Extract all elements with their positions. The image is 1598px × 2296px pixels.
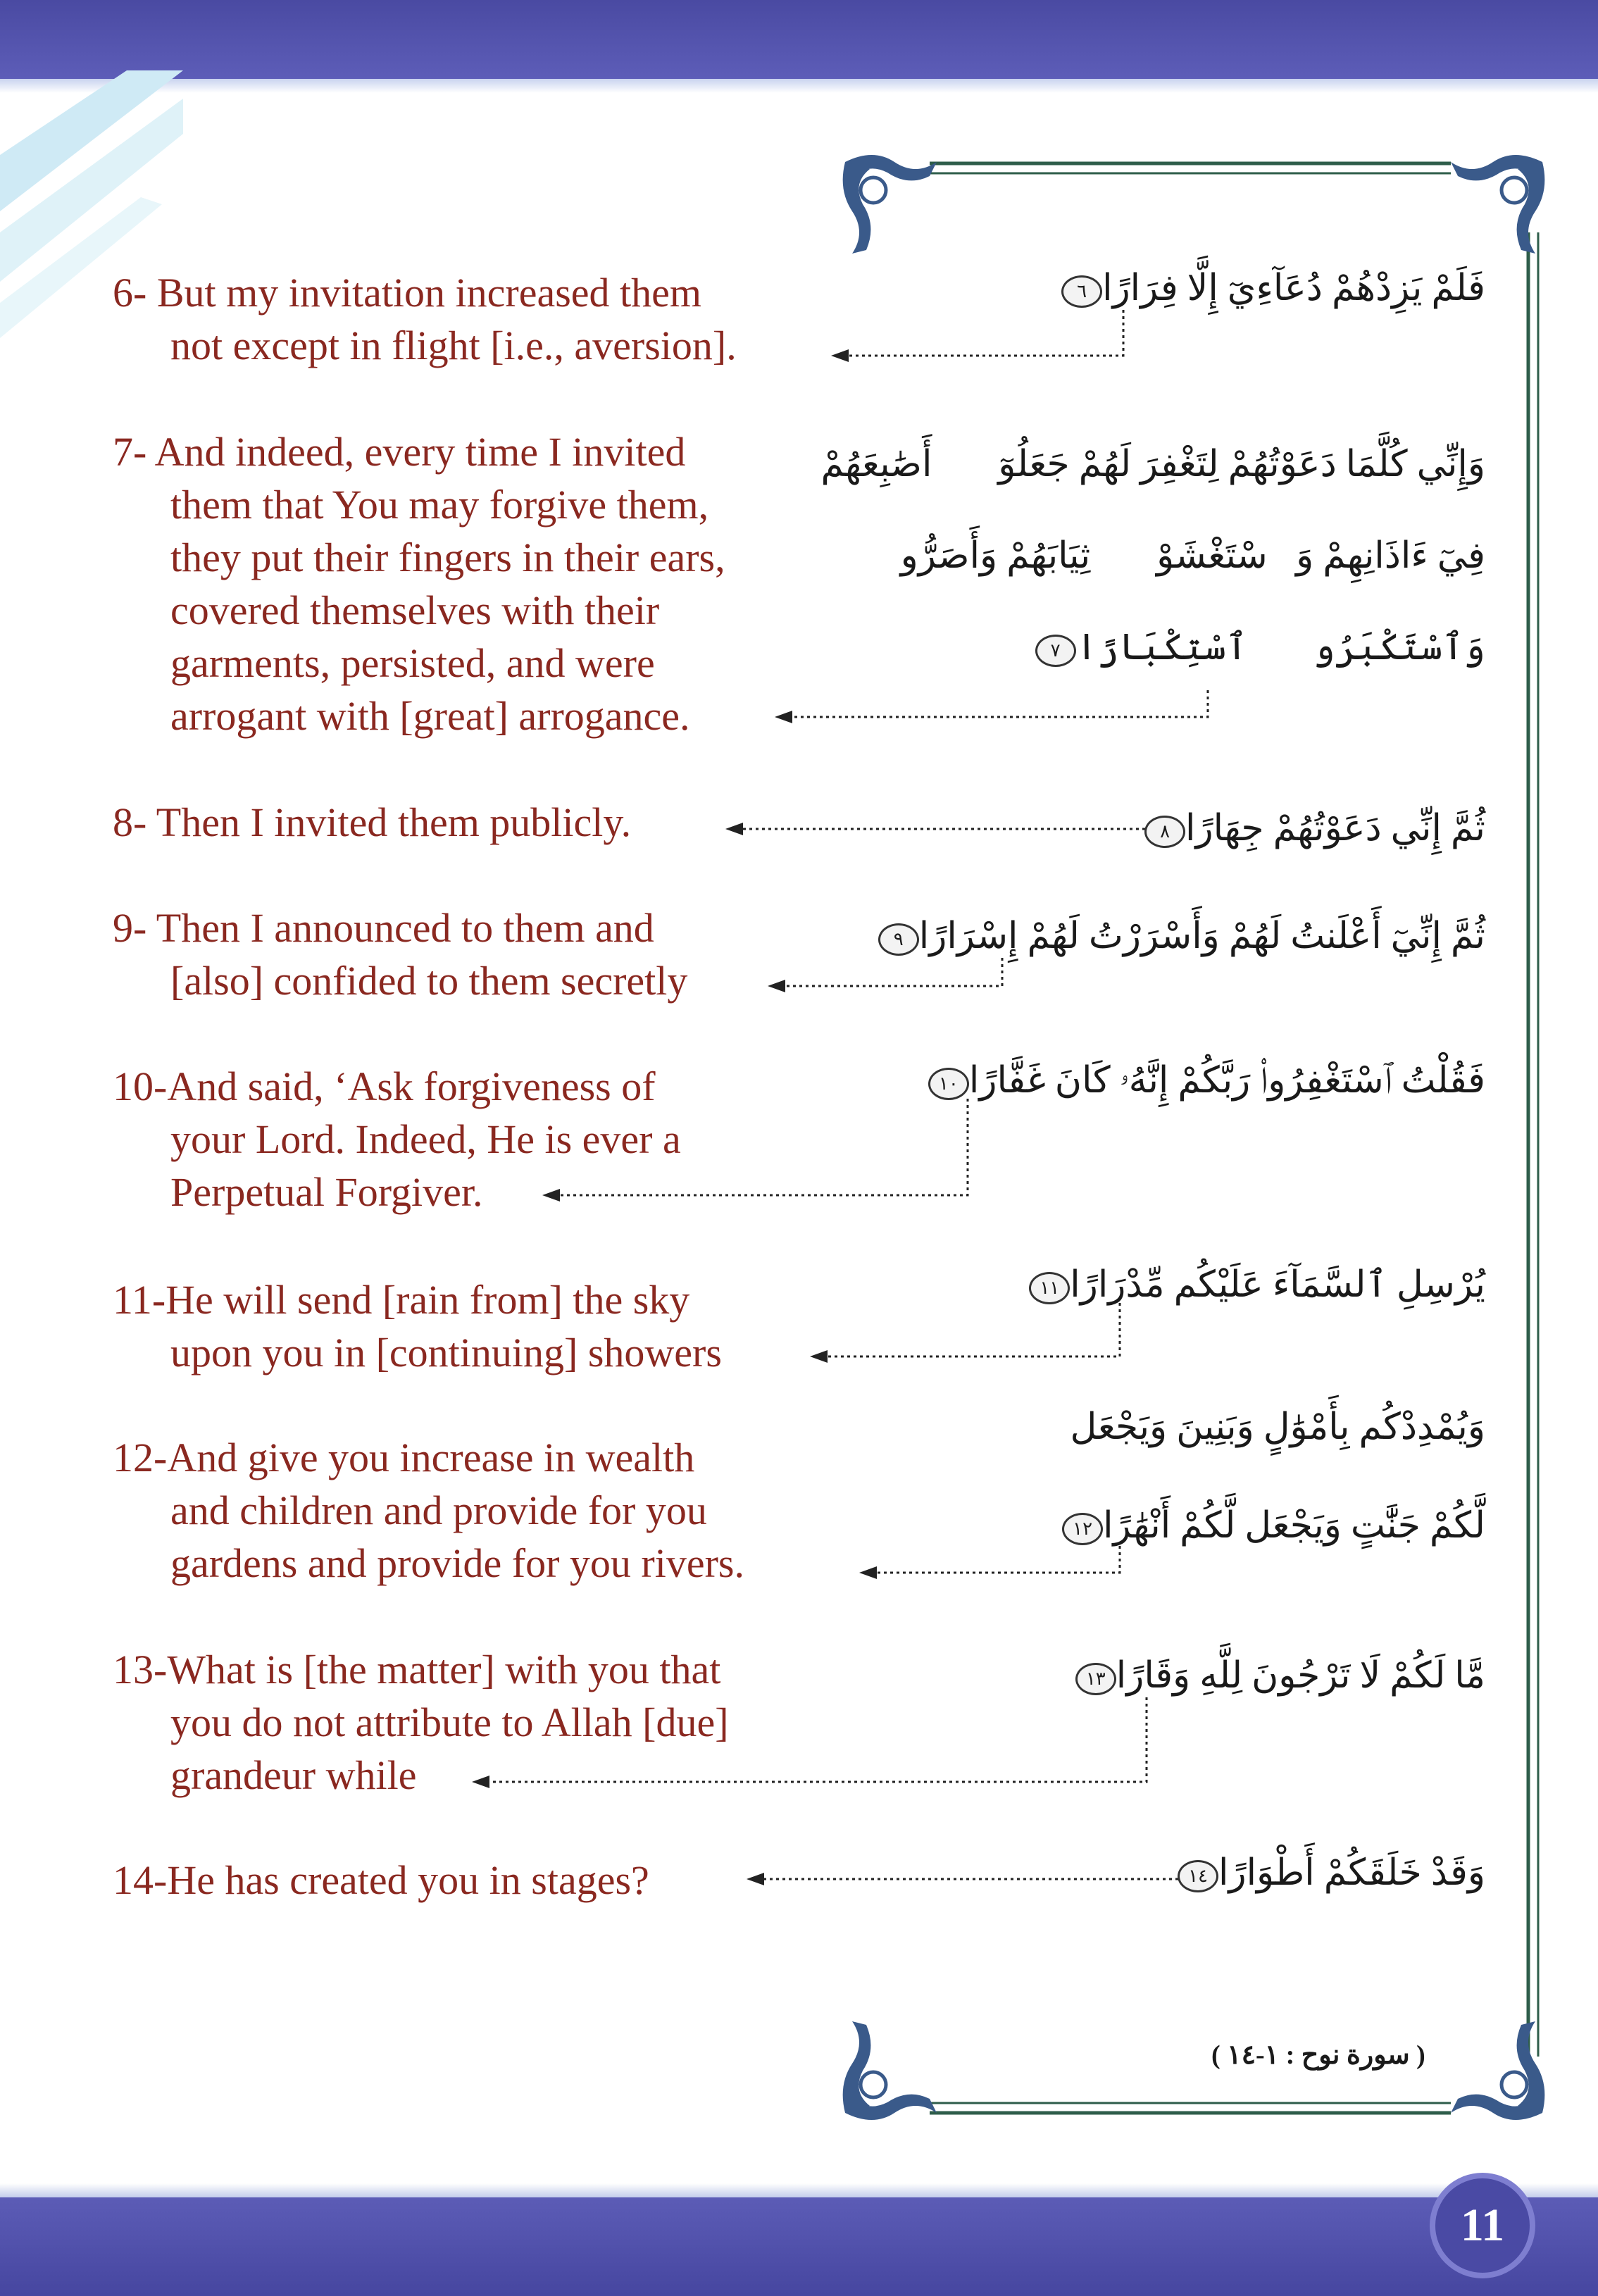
verse-8-translation (113, 796, 631, 849)
translation-line: 13-What is [the matter] with you that (113, 1647, 721, 1692)
arabic-line: وَقَدْ خَلَقَكُمْ أَطْوَارًا (1218, 1853, 1485, 1893)
arabic-line: يُرْسِلِ ٱلسَّمَآءَ عَلَيْكُم مِّدْرَارًا (1070, 1265, 1485, 1305)
verse-9-translation (113, 901, 687, 1007)
verse-14-arabic (1172, 1852, 1485, 1895)
translation-line: they put their fingers in their ears, (170, 535, 725, 580)
translation-line: 8- Then I invited them publicly. (113, 799, 632, 845)
verse-number-marker: ١٣ (1075, 1663, 1116, 1695)
verse-8-arabic (1139, 808, 1485, 850)
translation-line: 10-And said, ‘Ask forgiveness of (113, 1063, 656, 1109)
verse-10-translation (113, 1060, 681, 1218)
arabic-line: مَّا لَكُمْ لَا تَرْجُونَ لِلَّهِ وَقَارًا (1116, 1656, 1485, 1696)
translation-line: 12-And give you increase in wealth (113, 1435, 695, 1480)
verse-13-translation (113, 1643, 729, 1802)
arabic-line: ثُمَّ إِنِّي دَعَوْتُهُمْ جِهَارًا (1185, 809, 1485, 849)
verse-12-translation (113, 1431, 744, 1590)
verse-11-arabic (1023, 1264, 1485, 1306)
translation-line: [also] confided to them secretly (170, 958, 688, 1004)
translation-line: 7- And indeed, every time I invited (113, 429, 686, 475)
verse-number-marker: ٦ (1061, 275, 1102, 308)
verse-number-marker: ١٤ (1178, 1860, 1218, 1892)
translation-line: and children and provide for you (170, 1487, 707, 1533)
verse-6-translation (113, 266, 737, 372)
surah-reference: ( سورة نوح : ١-١٤ ) (1211, 2040, 1425, 2070)
verse-13-arabic (1070, 1655, 1485, 1697)
verse-number-marker: ١٠ (928, 1068, 969, 1100)
verse-number-marker: ٨ (1144, 816, 1185, 848)
verse-7-translation (113, 425, 725, 742)
arabic-line: وَإِنِّي كُلَّمَا دَعَوْتُهُمْ لِتَغْفِرَ لَهُمْ جَعَلُوٓا۟ أَصَٰبِعَهُمْ (820, 444, 1485, 485)
verse-9-arabic (873, 916, 1485, 958)
translation-line: grandeur while (170, 1752, 417, 1798)
translation-line: gardens and provide for you rivers. (170, 1540, 744, 1586)
arabic-line: فَقُلْتُ ٱسْتَغْفِرُوا۟ رَبَّكُمْ إِنَّهُۥ كَانَ غَفَّارًا (968, 1061, 1485, 1101)
verse-11-translation (113, 1273, 722, 1379)
page-number: 11 (1430, 2173, 1535, 2278)
verse-number-marker: ١٢ (1062, 1513, 1103, 1545)
arabic-line: فِيٓ ءَاذَانِهِمْ وَٱسْتَغْشَوْا۟ ثِيَابَهُمْ وَأَصَرُّوا۟ (843, 536, 1485, 576)
translation-line: upon you in [continuing] showers (170, 1330, 722, 1375)
verse-14-translation (113, 1854, 649, 1907)
verse-7-arabic (820, 444, 1485, 669)
translation-line: 11-He will send [rain from] the sky (113, 1277, 690, 1323)
verse-number-marker: ١١ (1029, 1272, 1070, 1304)
arabic-line: فَلَمْ يَزِدْهُمْ دُعَآءِيٓ إِلَّا فِرَارًا (1102, 268, 1485, 308)
arabic-line: ثُمَّ إِنِّيٓ أَعْلَنتُ لَهُمْ وَأَسْرَرْتُ لَهُمْ إِسْرَارًا (918, 916, 1485, 956)
translation-line: 9- Then I announced to them and (113, 905, 654, 951)
verse-10-arabic (923, 1060, 1485, 1102)
translation-line: not except in flight [i.e., aversion]. (170, 323, 737, 368)
arabic-line: وَيُمْدِدْكُم بِأَمْوَٰلٍ وَبَنِينَ وَيَجْعَل (1070, 1407, 1485, 1447)
arabic-line: لَّكُمْ جَنَّٰتٍ وَيَجْعَل لَّكُمْ أَنْهَٰرًا (1103, 1506, 1485, 1546)
translation-line: Perpetual Forgiver. (170, 1169, 483, 1215)
verse-number-marker: ٩ (878, 923, 919, 956)
translation-line: covered themselves with their (170, 587, 660, 633)
translation-line: you do not attribute to Allah [due] (170, 1699, 729, 1745)
arabic-line: وَٱسْتَكْبَرُوا۟ ٱسْتِكْبَارًا (1075, 628, 1485, 668)
translation-line: 6- But my invitation increased them (113, 270, 701, 316)
verse-number-marker: ٧ (1035, 635, 1076, 667)
verse-12-arabic (1056, 1406, 1485, 1547)
translation-line: your Lord. Indeed, He is ever a (170, 1116, 681, 1162)
translation-line: garments, persisted, and were (170, 640, 655, 686)
translation-line: 14-He has created you in stages? (113, 1857, 649, 1903)
translation-line: them that You may forgive them, (170, 482, 709, 528)
verse-6-arabic (1056, 268, 1485, 310)
translation-line: arrogant with [great] arrogance. (170, 693, 690, 739)
